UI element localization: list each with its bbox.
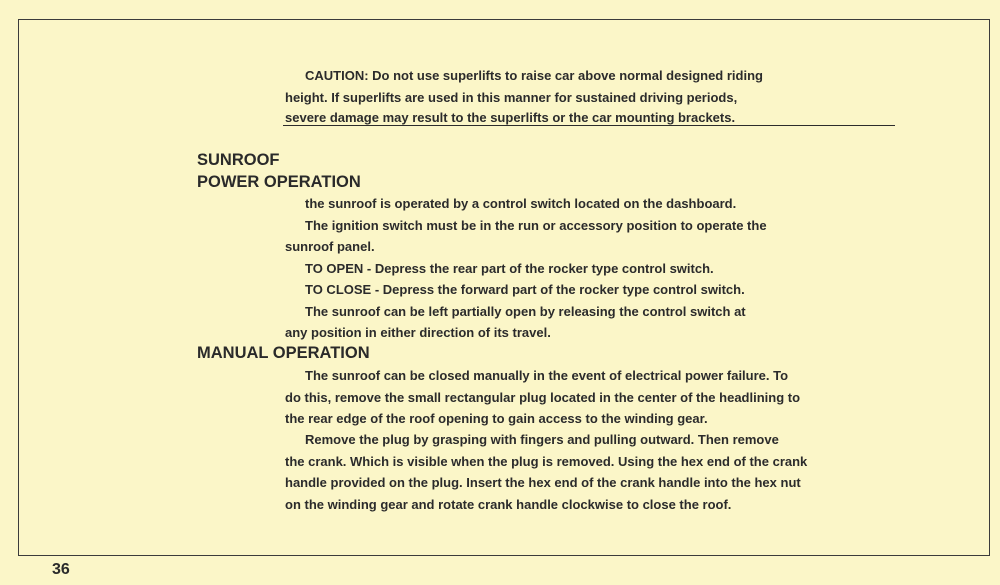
body-line: do this, remove the small rectangular plug located in the center of the headlining to [285, 390, 801, 405]
caution-line: CAUTION: Do not use superlifts to raise car above normal designed riding [305, 68, 763, 83]
body-line: handle provided on the plug. Insert the hex end of the crank handle into the hex nut [285, 475, 801, 490]
body-line: the crank. Which is visible when the plug is removed. Using the hex end of the crank [285, 454, 808, 469]
section-heading-sunroof: SUNROOF [197, 151, 280, 169]
body-line: the sunroof is operated by a control switch located on the dashboard. [305, 196, 737, 211]
section-heading-manual-operation: MANUAL OPERATION [197, 344, 370, 362]
caution-line: height. If superlifts are used in this manner for sustained driving periods, [285, 90, 738, 105]
body-line: TO CLOSE - Depress the forward part of the rocker type control switch. [305, 282, 745, 297]
body-line: The sunroof can be closed manually in the event of electrical power failure. To [305, 368, 789, 383]
section-heading-power-operation: POWER OPERATION [197, 173, 361, 191]
page-number: 36 [52, 561, 70, 578]
body-line: sunroof panel. [285, 239, 375, 254]
body-line: the rear edge of the roof opening to gain access to the winding gear. [285, 411, 708, 426]
caution-line: severe damage may result to the superlifts or the car mounting brackets. [285, 110, 736, 125]
caution-underline [283, 125, 895, 126]
body-line: on the winding gear and rotate crank handle clockwise to close the roof. [285, 497, 732, 512]
body-line: TO OPEN - Depress the rear part of the rocker type control switch. [305, 261, 714, 276]
body-line: any position in either direction of its travel. [285, 325, 551, 340]
body-line: The sunroof can be left partially open by releasing the control switch at [305, 304, 746, 319]
body-line: The ignition switch must be in the run or accessory position to operate the [305, 218, 767, 233]
body-line: Remove the plug by grasping with fingers and pulling outward. Then remove [305, 432, 779, 447]
